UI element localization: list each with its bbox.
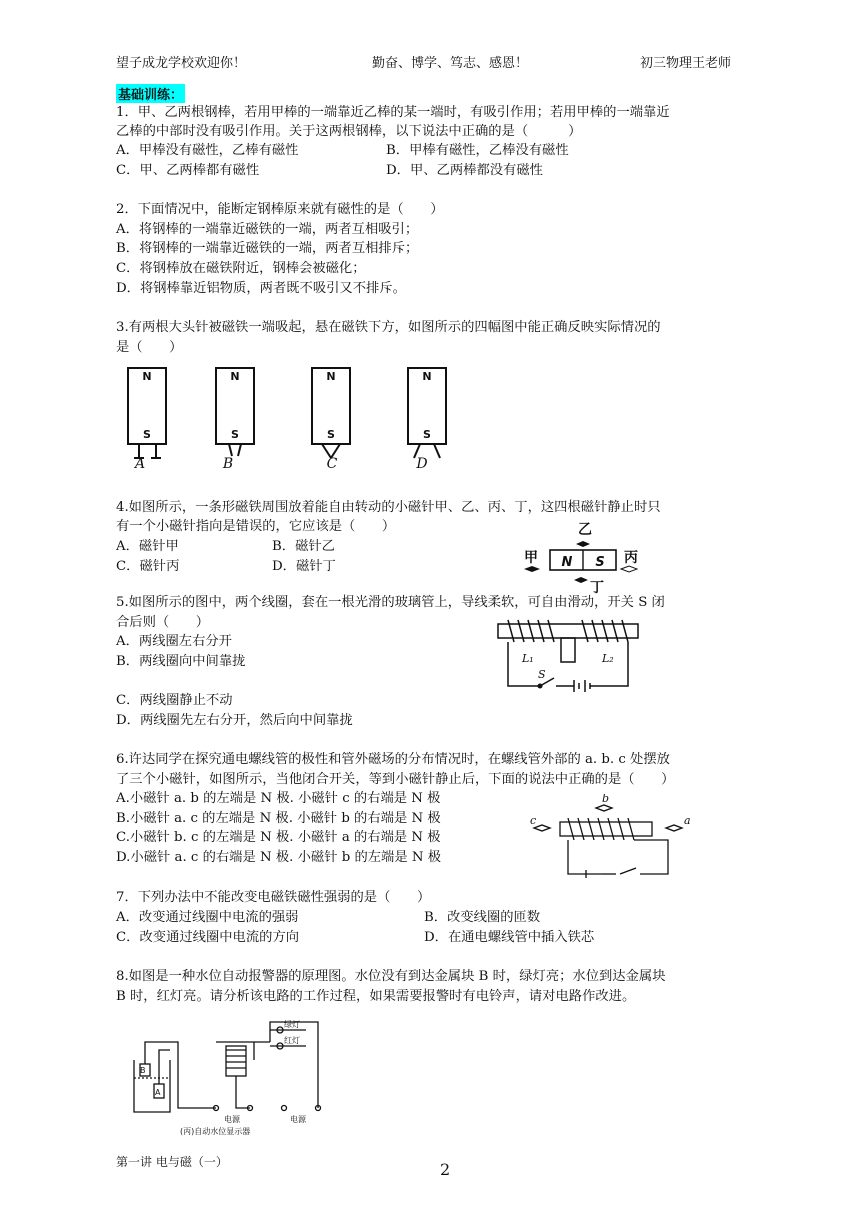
q4-option-d: D．磁针丁: [272, 559, 336, 574]
q5-option-a: A．两线圈左右分开: [116, 634, 232, 649]
header-motto: 勤奋、博学、笃志、感恩！: [372, 56, 529, 71]
q5-option-c: C．两线圈静止不动: [116, 693, 233, 708]
q3-magnet-b-top: N: [230, 370, 240, 383]
q4-needle-yi: 乙: [578, 522, 592, 538]
footer-lesson: 第一讲 电与磁（一）: [116, 1155, 228, 1169]
q7-option-a: A．改变通过线圈中电流的强弱: [116, 910, 299, 925]
q8-caption: (丙)自动水位显示器: [180, 1127, 251, 1136]
section-title: 基础训练：: [116, 84, 185, 103]
q6-option-a: A.小磁针 a. b 的左端是 N 极. 小磁针 c 的右端是 N 极: [116, 791, 441, 806]
q8-block-a: A: [155, 1088, 161, 1097]
q1-stem-line2: 乙棒的中部时没有吸引作用。关于这两根钢棒，以下说法中正确的是（ ）: [116, 124, 582, 139]
q3-label-a: A: [134, 456, 146, 470]
q6-needle-b: b: [602, 794, 610, 805]
q3-magnet-a-top: N: [142, 370, 152, 383]
q8-figure: [130, 1016, 330, 1136]
q5-option-b: B．两线圈向中间靠拢: [116, 654, 246, 669]
q3-magnet-d-top: N: [422, 370, 432, 383]
q8-block-b: B: [140, 1066, 146, 1075]
q6-option-d: D.小磁针 a. c 的右端是 N 极. 小磁针 b 的左端是 N 极: [116, 850, 442, 865]
q4-stem-line1: 4.如图所示，一条形磁铁周围放着能自由转动的小磁针甲、乙、丙、丁，这四根磁针静止时只: [116, 500, 661, 515]
q8-stem-line2: B 时，红灯亮。请分析该电路的工作过程，如果需要报警时有电铃声，请对电路作改进。: [116, 989, 636, 1004]
q5-switch-s: S: [538, 668, 546, 681]
q3-label-d: D: [416, 456, 428, 470]
page-number: 2: [440, 1160, 451, 1179]
q4-option-c: C．磁针丙: [116, 559, 180, 574]
q4-option-b: B．磁针乙: [272, 539, 335, 554]
q5-stem-line1: 5.如图所示的图中，两个线圈，套在一根光滑的玻璃管上，导线柔软，可自由滑动，开关 S 闭: [116, 595, 665, 610]
q4-s-pole: S: [595, 555, 605, 570]
q6-option-c: C.小磁针 b. c 的左端是 N 极. 小磁针 a 的右端是 N 极: [116, 830, 441, 845]
q4-needle-ding: 丁: [590, 580, 604, 594]
q6-stem-line2: 了三个小磁针，如图所示，当他闭合开关，等到小磁针静止后，下面的说法中正确的是（ ）: [116, 772, 675, 787]
q3-stem-line2: 是（ ）: [116, 340, 183, 355]
q4-figure: [520, 514, 650, 594]
q3-magnet-c-top: N: [326, 370, 336, 383]
q4-option-a: A．磁针甲: [116, 539, 179, 554]
q5-figure: [494, 612, 644, 708]
q6-stem-line1: 6.许达同学在探究通电螺线管的极性和管外磁场的分布情况时，在螺线管外部的 a. b. c 处摆放: [116, 752, 670, 767]
q8-stem-line1: 8.如图是一种水位自动报警器的原理图。水位没有到达金属块 B 时，绿灯亮；水位到达金属块: [116, 969, 666, 984]
q5-coil-l2: L₂: [602, 652, 614, 665]
q3-figure: [118, 366, 458, 470]
q2-option-c: C．将钢棒放在磁铁附近，钢棒会被磁化；: [116, 261, 366, 276]
q6-needle-c: c: [530, 814, 537, 827]
q1-stem-line1: 1．甲、乙两根钢棒，若用甲棒的一端靠近乙棒的某一端时，有吸引作用；若用甲棒的一端靠近: [116, 105, 670, 120]
q2-stem: 2．下面情况中，能断定钢棒原来就有磁性的是（ ）: [116, 202, 444, 217]
q3-magnet-c-bottom: S: [327, 428, 335, 441]
q1-option-d: D．甲、乙两棒都没有磁性: [386, 163, 543, 178]
q3-stem-line1: 3.有两根大头针被磁铁一端吸起，悬在磁铁下方，如图所示的四幅图中能正确反映实际情况的: [116, 320, 661, 335]
q3-label-c: C: [326, 456, 338, 470]
q2-option-b: B．将钢棒的一端靠近磁铁的一端，两者互相排斥；: [116, 241, 419, 256]
q6-needle-a: a: [684, 814, 691, 827]
header-teacher: 初三物理王老师: [640, 56, 732, 71]
q6-figure: [528, 794, 698, 880]
q3-magnet-b-bottom: S: [231, 428, 239, 441]
q8-power-2: 电源: [290, 1115, 306, 1124]
q7-option-c: C．改变通过线圈中电流的方向: [116, 930, 300, 945]
q3-label-b: B: [222, 456, 234, 470]
q3-magnet-a-bottom: S: [143, 428, 151, 441]
q6-option-b: B.小磁针 a. c 的左端是 N 极. 小磁针 b 的右端是 N 极: [116, 811, 441, 826]
q1-option-b: B．甲棒有磁性，乙棒没有磁性: [386, 143, 569, 158]
q4-n-pole: N: [561, 555, 573, 570]
q5-option-d: D．两线圈先左右分开，然后向中间靠拢: [116, 713, 353, 728]
q4-stem-line2: 有一个小磁针指向是错误的，它应该是（ ）: [116, 519, 396, 534]
q2-option-d: D．将钢棒靠近铝物质，两者既不吸引又不排斥。: [116, 281, 406, 296]
q8-green-lamp: 绿灯: [284, 1020, 300, 1029]
q2-option-a: A．将钢棒的一端靠近磁铁的一端，两者互相吸引；: [116, 222, 419, 237]
q7-stem: 7．下列办法中不能改变电磁铁磁性强弱的是（ ）: [116, 890, 431, 905]
q7-option-b: B．改变线圈的匝数: [424, 910, 541, 925]
q7-option-d: D．在通电螺线管中插入铁芯: [424, 930, 595, 945]
q5-stem-line2: 合后则（ ）: [116, 615, 210, 630]
q5-coil-l1: L₁: [522, 652, 534, 665]
q1-option-c: C．甲、乙两棒都有磁性: [116, 163, 260, 178]
q4-needle-jia: 甲: [524, 550, 538, 566]
q8-red-lamp: 红灯: [284, 1036, 300, 1045]
header-school: 望子成龙学校欢迎你！: [116, 56, 247, 71]
q3-magnet-d-bottom: S: [423, 428, 431, 441]
q8-power-1: 电源: [224, 1115, 240, 1124]
q4-needle-bing: 丙: [624, 550, 638, 566]
q1-option-a: A．甲棒没有磁性，乙棒有磁性: [116, 143, 299, 158]
